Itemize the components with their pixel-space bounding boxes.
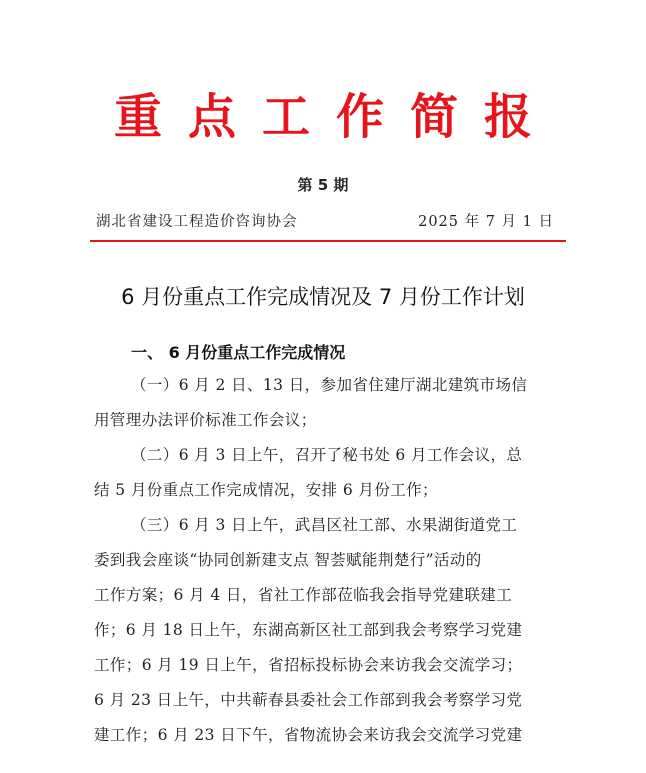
issue-number: 第 5 期 [297, 176, 349, 194]
body-line: （二）6 月 3 日上午，召开了秘书处 6 月工作会议，总 [131, 446, 523, 464]
body-line: （一）6 月 2 日、13 日，参加省住建厅湖北建筑市场信 [131, 376, 528, 394]
body-line: 6 月 23 日上午，中共蕲春县委社会工作部到我会考察学习党 [94, 691, 523, 709]
body-line: 工作；6 月 19 日上午，省招标投标协会来访我会交流学习； [94, 656, 523, 674]
body-line: 作；6 月 18 日上午，东湖高新区社工部到我会考察学习党建 [94, 621, 523, 639]
red-divider [90, 240, 566, 242]
body-line: 结 5 月份重点工作完成情况，安排 6 月份工作； [94, 481, 438, 499]
body-line: （三）6 月 3 日上午，武昌区社工部、水果湖街道党工 [131, 516, 518, 534]
body-line: 工作方案；6 月 4 日，省社工作部莅临我会指导党建联建工 [94, 586, 513, 604]
masthead-title: 重点工作简报 [113, 89, 558, 145]
issue-date: 2025 年 7 月 1 日 [418, 214, 554, 230]
document-title: 6 月份重点工作完成情况及 7 月份工作计划 [121, 285, 525, 309]
body-line: 建工作；6 月 23 日下午，省物流协会来访我会交流学习党建 [94, 726, 523, 744]
body-line: 用管理办法评价标准工作会议； [94, 411, 317, 429]
body-line: 委到我会座谈“协同创新建支点 智荟赋能荆楚行”活动的 [94, 551, 482, 569]
org-name: 湖北省建设工程造价咨询协会 [96, 214, 298, 230]
section-heading: 一、 6 月份重点工作完成情况 [131, 343, 346, 362]
